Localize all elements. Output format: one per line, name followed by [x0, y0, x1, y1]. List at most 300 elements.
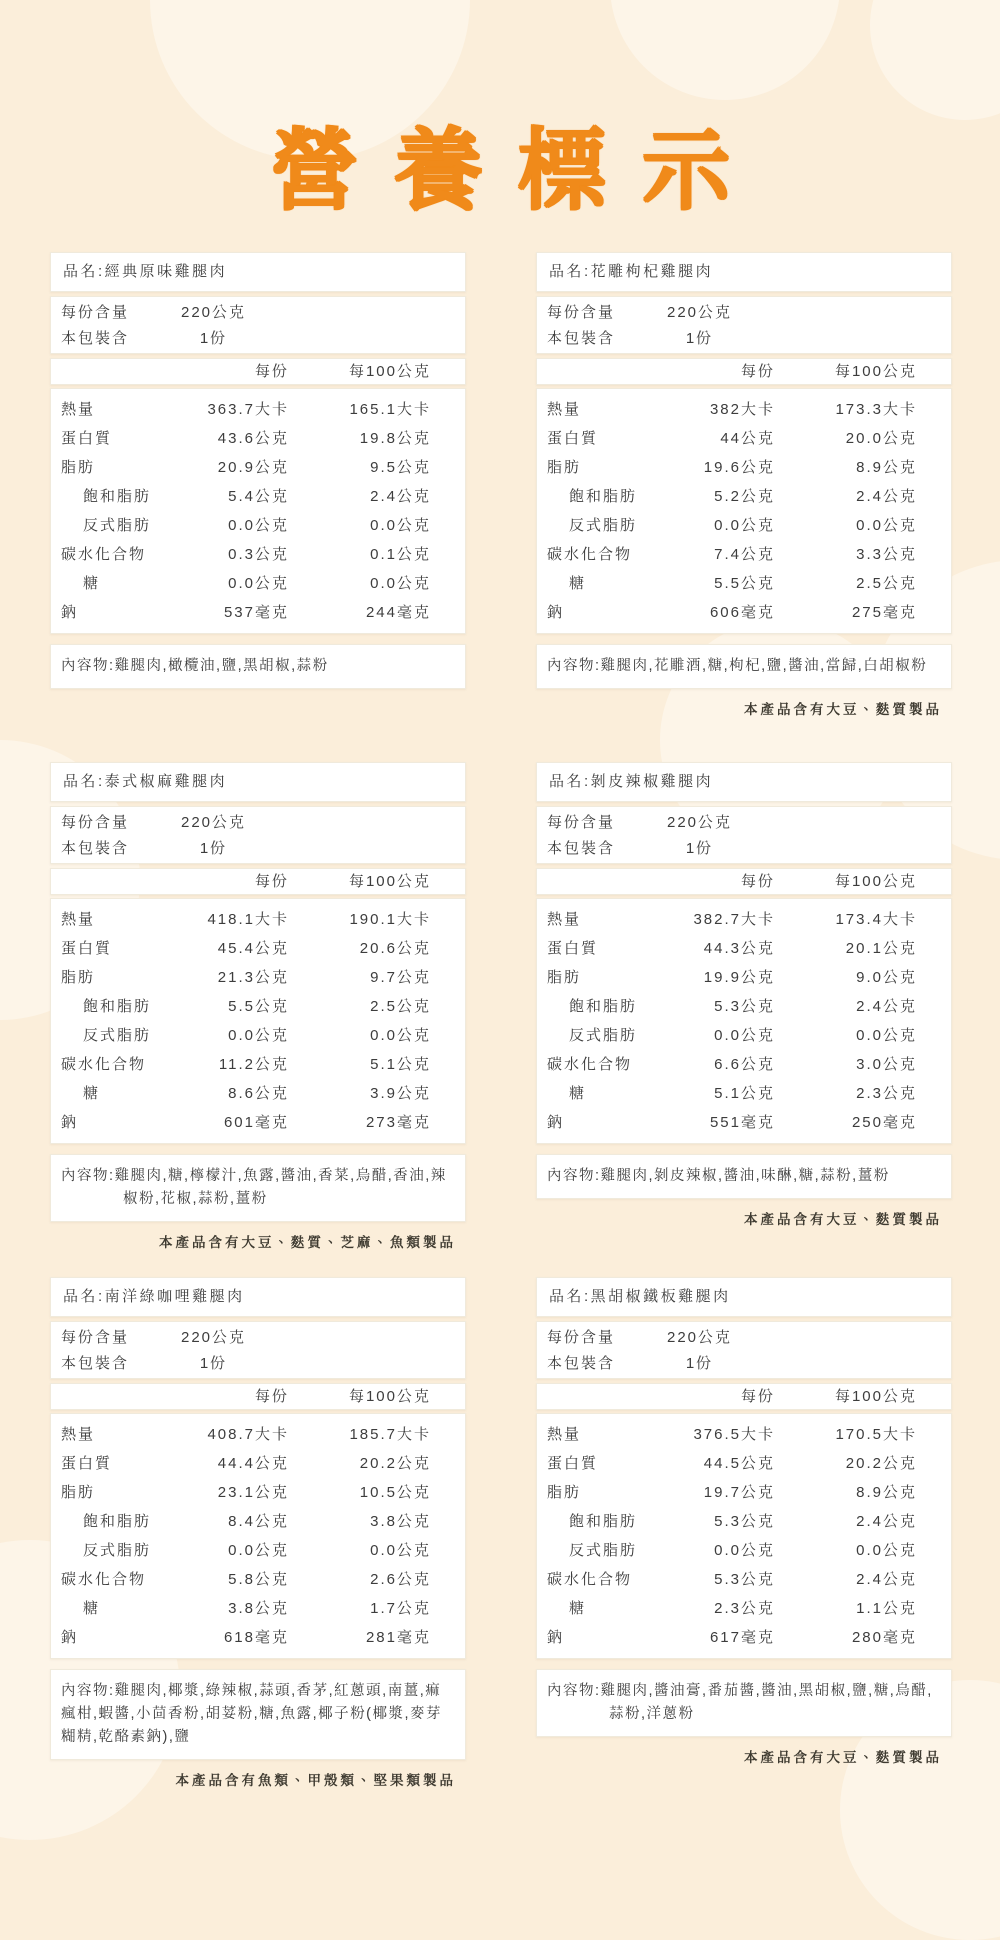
per-serving-value: 617毫克 [709, 1629, 775, 1646]
nutrient-label: 熱量 [547, 1426, 582, 1443]
per-serving-value: 44.4公克 [217, 1455, 289, 1472]
per-100g-value: 185.7大卡 [349, 1426, 431, 1443]
col-header-per-serving: 每份 [254, 1388, 289, 1405]
table-header [536, 358, 952, 385]
nutrient-label: 糖 [569, 575, 587, 592]
per-serving-value: 363.7大卡 [207, 401, 289, 418]
per-100g-value: 9.7公克 [370, 969, 431, 986]
nutrient-row [51, 934, 465, 963]
nutrient-row [537, 453, 951, 482]
nutrient-label: 蛋白質 [547, 430, 599, 447]
per-100g-value: 10.5公克 [359, 1484, 431, 1501]
nutrient-label: 飽和脂肪 [83, 1513, 152, 1530]
per-serving-value: 6.6公克 [714, 1056, 775, 1073]
nutrition-card [536, 252, 952, 718]
per-100g-value: 281毫克 [365, 1629, 431, 1646]
ingredients-prefix: 內容物: [547, 658, 601, 674]
per-100g-value: 3.8公克 [370, 1513, 431, 1530]
per-serving-value: 0.0公克 [228, 575, 289, 592]
nutrient-label: 飽和脂肪 [83, 998, 152, 1015]
serving-info-block [536, 806, 952, 864]
product-name: 南洋綠咖哩雞腿肉 [104, 1288, 245, 1305]
per-serving-value: 382大卡 [709, 401, 775, 418]
table-header [536, 1383, 952, 1410]
per-serving-value: 19.7公克 [703, 1484, 775, 1501]
nutrient-table [50, 1413, 466, 1659]
nutrient-label: 碳水化合物 [61, 1571, 147, 1588]
nutrient-row [51, 1079, 465, 1108]
per-serving-value: 382.7大卡 [693, 911, 775, 928]
col-header-per-serving: 每份 [740, 363, 775, 380]
product-name-prefix: 品名: [549, 773, 591, 790]
col-header-per-serving: 每份 [740, 873, 775, 890]
ingredients-block [50, 1154, 466, 1222]
per-serving-value: 0.3公克 [228, 546, 289, 563]
nutrient-row [537, 1420, 951, 1449]
serving-size-row [537, 300, 951, 326]
nutrient-label: 碳水化合物 [61, 546, 147, 563]
serving-size-value: 220公克 [180, 304, 247, 321]
serving-info-block [536, 296, 952, 354]
per-100g-value: 0.0公克 [370, 1542, 431, 1559]
nutrient-row [51, 963, 465, 992]
per-100g-value: 2.6公克 [370, 1571, 431, 1588]
nutrient-row [537, 1478, 951, 1507]
per-100g-value: 2.4公克 [370, 488, 431, 505]
per-100g-value: 0.0公克 [370, 1027, 431, 1044]
serving-size-value: 220公克 [180, 814, 247, 831]
per-100g-value: 2.4公克 [856, 1571, 917, 1588]
col-header-per-100g: 每100公克 [348, 363, 431, 380]
per-100g-value: 20.1公克 [845, 940, 917, 957]
nutrient-row [51, 1507, 465, 1536]
nutrient-row [537, 1565, 951, 1594]
per-serving-value: 0.0公克 [714, 1027, 775, 1044]
per-100g-value: 8.9公克 [856, 1484, 917, 1501]
nutrient-label: 碳水化合物 [547, 1056, 633, 1073]
servings-per-package-row [51, 326, 465, 352]
allergen-note: 本產品含有大豆、麩質製品 [744, 1750, 942, 1765]
background-circle [610, 0, 840, 100]
per-serving-value: 43.6公克 [217, 430, 289, 447]
serving-size-value: 220公克 [666, 1329, 733, 1346]
nutrient-label: 蛋白質 [61, 1455, 113, 1472]
nutrient-label: 反式脂肪 [83, 1027, 152, 1044]
nutrient-row [51, 1050, 465, 1079]
ingredients-text [61, 655, 455, 678]
per-serving-value: 5.5公克 [714, 575, 775, 592]
ingredients-block [50, 1669, 466, 1760]
nutrient-row [537, 424, 951, 453]
serving-size-row [51, 1325, 465, 1351]
serving-size-label: 每份含量 [61, 304, 130, 321]
nutrient-row [51, 1420, 465, 1449]
serving-info-block [536, 1321, 952, 1379]
serving-size-label: 每份含量 [61, 1329, 130, 1346]
nutrient-row [51, 569, 465, 598]
per-serving-value: 0.0公克 [228, 1027, 289, 1044]
nutrient-row [51, 453, 465, 482]
serving-size-value: 220公克 [666, 814, 733, 831]
nutrient-label: 鈉 [61, 1114, 79, 1131]
table-header [50, 868, 466, 895]
nutrient-label: 脂肪 [547, 459, 582, 476]
nutrient-row [51, 598, 465, 627]
serving-info-block [50, 1321, 466, 1379]
nutrient-row [537, 1050, 951, 1079]
serving-size-row [537, 1325, 951, 1351]
nutrient-row [51, 1021, 465, 1050]
nutrient-table [50, 898, 466, 1144]
per-100g-value: 2.4公克 [856, 1513, 917, 1530]
per-serving-value: 0.0公克 [228, 1542, 289, 1559]
per-serving-value: 537毫克 [223, 604, 289, 621]
per-100g-value: 1.7公克 [370, 1600, 431, 1617]
nutrient-row [51, 1478, 465, 1507]
per-100g-value: 2.5公克 [370, 998, 431, 1015]
nutrient-row [51, 1623, 465, 1652]
ingredients-prefix: 內容物: [61, 1683, 115, 1699]
nutrient-label: 糖 [83, 1085, 101, 1102]
nutrient-label: 脂肪 [61, 969, 96, 986]
nutrient-label: 鈉 [547, 1114, 565, 1131]
product-name-row [50, 1277, 466, 1317]
nutrient-table [536, 1413, 952, 1659]
nutrient-label: 反式脂肪 [569, 1542, 638, 1559]
nutrient-label: 碳水化合物 [61, 1056, 147, 1073]
servings-per-package-value: 1份 [685, 1355, 714, 1372]
ingredients-block [536, 644, 952, 689]
nutrient-row [51, 511, 465, 540]
nutrient-label: 反式脂肪 [569, 1027, 638, 1044]
per-serving-value: 19.9公克 [703, 969, 775, 986]
nutrient-row [51, 1594, 465, 1623]
per-100g-value: 5.1公克 [370, 1056, 431, 1073]
allergen-note: 本產品含有大豆、麩質製品 [744, 702, 942, 717]
servings-per-package-value: 1份 [199, 840, 228, 857]
product-name: 黑胡椒鐵板雞腿肉 [590, 1288, 731, 1305]
per-serving-value: 8.4公克 [228, 1513, 289, 1530]
ingredients-text [547, 655, 941, 678]
per-serving-value: 606毫克 [709, 604, 775, 621]
per-100g-value: 0.1公克 [370, 546, 431, 563]
per-100g-value: 2.3公克 [856, 1085, 917, 1102]
per-100g-value: 20.2公克 [359, 1455, 431, 1472]
per-serving-value: 8.6公克 [228, 1085, 289, 1102]
ingredients-list: 雞腿肉,橄欖油,鹽,黑胡椒,蒜粉 [114, 658, 329, 674]
per-100g-value: 9.5公克 [370, 459, 431, 476]
product-name-row [536, 252, 952, 292]
nutrient-label: 熱量 [61, 1426, 96, 1443]
package-label: 本包裝含 [547, 840, 616, 857]
col-header-per-100g: 每100公克 [834, 873, 917, 890]
nutrient-label: 飽和脂肪 [569, 488, 638, 505]
nutrient-label: 熱量 [61, 911, 96, 928]
per-serving-value: 21.3公克 [217, 969, 289, 986]
product-name-row [536, 1277, 952, 1317]
nutrient-label: 碳水化合物 [547, 546, 633, 563]
ingredients-block [536, 1669, 952, 1737]
nutrient-label: 蛋白質 [61, 430, 113, 447]
nutrient-row [51, 540, 465, 569]
per-100g-value: 165.1大卡 [349, 401, 431, 418]
per-serving-value: 5.3公克 [714, 1571, 775, 1588]
serving-size-row [537, 810, 951, 836]
per-serving-value: 7.4公克 [714, 546, 775, 563]
nutrient-label: 鈉 [61, 1629, 79, 1646]
per-100g-value: 2.5公克 [856, 575, 917, 592]
ingredients-list: 雞腿肉,剝皮辣椒,醬油,味醂,糖,蒜粉,薑粉 [600, 1168, 890, 1184]
per-100g-value: 3.0公克 [856, 1056, 917, 1073]
per-100g-value: 0.0公克 [856, 1542, 917, 1559]
nutrient-row [51, 1449, 465, 1478]
per-serving-value: 44.3公克 [703, 940, 775, 957]
ingredients-list: 雞腿肉,椰漿,綠辣椒,蒜頭,香茅,紅蔥頭,南薑,痲瘋柑,蝦醬,小茴香粉,胡荽粉,糖,魚露,椰子粉(椰漿,麥芽糊精,乾酪素鈉),鹽 [61, 1683, 443, 1745]
per-100g-value: 190.1大卡 [349, 911, 431, 928]
nutrition-card [50, 252, 466, 689]
serving-size-row [51, 810, 465, 836]
nutrient-row [537, 1507, 951, 1536]
nutrient-label: 熱量 [61, 401, 96, 418]
per-serving-value: 601毫克 [223, 1114, 289, 1131]
col-header-per-100g: 每100公克 [834, 363, 917, 380]
nutrient-label: 反式脂肪 [569, 517, 638, 534]
per-serving-value: 5.1公克 [714, 1085, 775, 1102]
per-100g-value: 2.4公克 [856, 998, 917, 1015]
table-header [536, 868, 952, 895]
per-serving-value: 5.5公克 [228, 998, 289, 1015]
nutrient-row [51, 992, 465, 1021]
nutrient-label: 脂肪 [61, 459, 96, 476]
per-serving-value: 11.2公克 [218, 1056, 289, 1073]
servings-per-package-row [51, 836, 465, 862]
product-name-prefix: 品名: [63, 263, 105, 280]
ingredients-text [547, 1165, 941, 1188]
nutrition-card [50, 762, 466, 1251]
col-header-per-100g: 每100公克 [348, 1388, 431, 1405]
nutrient-row [537, 992, 951, 1021]
per-100g-value: 20.2公克 [845, 1455, 917, 1472]
nutrient-label: 糖 [569, 1085, 587, 1102]
per-100g-value: 0.0公克 [856, 517, 917, 534]
ingredients-list: 雞腿肉,花雕酒,糖,枸杞,鹽,醬油,當歸,白胡椒粉 [600, 658, 928, 674]
table-header [50, 358, 466, 385]
per-serving-value: 5.4公克 [228, 488, 289, 505]
per-serving-value: 20.9公克 [217, 459, 289, 476]
nutrient-label: 鈉 [547, 1629, 565, 1646]
nutrition-card [536, 762, 952, 1228]
servings-per-package-row [537, 1351, 951, 1377]
ingredients-text [61, 1165, 455, 1211]
nutrient-row [51, 905, 465, 934]
ingredients-list: 雞腿肉,醬油膏,番茄醬,醬油,黑胡椒,鹽,糖,烏醋,蒜粉,洋蔥粉 [600, 1683, 933, 1722]
ingredients-block [536, 1154, 952, 1199]
per-100g-value: 170.5大卡 [835, 1426, 917, 1443]
servings-per-package-value: 1份 [685, 330, 714, 347]
per-serving-value: 44.5公克 [703, 1455, 775, 1472]
col-header-per-serving: 每份 [740, 1388, 775, 1405]
per-100g-value: 273毫克 [365, 1114, 431, 1131]
nutrient-label: 糖 [83, 1600, 101, 1617]
nutrient-row [537, 1108, 951, 1137]
servings-per-package-row [537, 326, 951, 352]
servings-per-package-value: 1份 [685, 840, 714, 857]
package-label: 本包裝含 [547, 1355, 616, 1372]
product-name-row [536, 762, 952, 802]
servings-per-package-row [537, 836, 951, 862]
per-100g-value: 19.8公克 [359, 430, 431, 447]
nutrient-label: 鈉 [547, 604, 565, 621]
per-serving-value: 3.8公克 [228, 1600, 289, 1617]
nutrient-label: 鈉 [61, 604, 79, 621]
nutrient-label: 糖 [83, 575, 101, 592]
nutrient-row [537, 1449, 951, 1478]
package-label: 本包裝含 [547, 330, 616, 347]
product-name-prefix: 品名: [63, 773, 105, 790]
serving-size-label: 每份含量 [547, 1329, 616, 1346]
per-serving-value: 5.3公克 [714, 1513, 775, 1530]
nutrient-row [51, 424, 465, 453]
ingredients-prefix: 內容物: [547, 1168, 601, 1184]
per-serving-value: 5.2公克 [714, 488, 775, 505]
nutrient-row [537, 934, 951, 963]
serving-info-block [50, 806, 466, 864]
servings-per-package-row [51, 1351, 465, 1377]
product-name: 經典原味雞腿肉 [104, 263, 228, 280]
nutrient-label: 飽和脂肪 [569, 998, 638, 1015]
nutrient-row [537, 1021, 951, 1050]
nutrient-label: 飽和脂肪 [83, 488, 152, 505]
ingredients-list: 雞腿肉,糖,檸檬汁,魚露,醬油,香菜,烏醋,香油,辣椒粉,花椒,蒜粉,薑粉 [114, 1168, 447, 1207]
product-name: 花雕枸杞雞腿肉 [590, 263, 714, 280]
per-100g-value: 3.9公克 [370, 1085, 431, 1102]
table-header [50, 1383, 466, 1410]
per-serving-value: 23.1公克 [217, 1484, 289, 1501]
nutrient-row [51, 395, 465, 424]
nutrient-label: 熱量 [547, 911, 582, 928]
package-label: 本包裝含 [61, 1355, 130, 1372]
nutrient-label: 蛋白質 [547, 940, 599, 957]
nutrient-row [537, 540, 951, 569]
nutrient-label: 糖 [569, 1600, 587, 1617]
package-label: 本包裝含 [61, 330, 130, 347]
allergen-note: 本產品含有大豆、麩質製品 [744, 1212, 942, 1227]
product-name: 剝皮辣椒雞腿肉 [590, 773, 714, 790]
page-title: 營養標示 [269, 120, 766, 220]
nutrition-card [536, 1277, 952, 1766]
package-label: 本包裝含 [61, 840, 130, 857]
nutrient-table [50, 388, 466, 634]
nutrient-label: 脂肪 [547, 969, 582, 986]
ingredients-prefix: 內容物: [547, 1683, 601, 1699]
per-100g-value: 280毫克 [851, 1629, 917, 1646]
per-100g-value: 3.3公克 [856, 546, 917, 563]
nutrient-row [537, 598, 951, 627]
serving-size-label: 每份含量 [547, 814, 616, 831]
ingredients-text [61, 1680, 455, 1749]
nutrient-table [536, 388, 952, 634]
serving-size-row [51, 300, 465, 326]
nutrient-row [51, 1536, 465, 1565]
nutrient-row [537, 569, 951, 598]
product-name-row [50, 252, 466, 292]
product-name-row [50, 762, 466, 802]
serving-size-value: 220公克 [180, 1329, 247, 1346]
per-100g-value: 1.1公克 [856, 1600, 917, 1617]
nutrient-row [537, 963, 951, 992]
nutrient-row [51, 482, 465, 511]
nutrient-row [537, 1536, 951, 1565]
col-header-per-100g: 每100公克 [348, 873, 431, 890]
per-serving-value: 618毫克 [223, 1629, 289, 1646]
per-100g-value: 244毫克 [365, 604, 431, 621]
nutrition-card [50, 1277, 466, 1789]
nutrient-label: 蛋白質 [61, 940, 113, 957]
nutrient-row [537, 395, 951, 424]
serving-size-value: 220公克 [666, 304, 733, 321]
nutrient-row [537, 511, 951, 540]
nutrient-table [536, 898, 952, 1144]
per-serving-value: 45.4公克 [217, 940, 289, 957]
per-serving-value: 408.7大卡 [207, 1426, 289, 1443]
per-100g-value: 2.4公克 [856, 488, 917, 505]
servings-per-package-value: 1份 [199, 1355, 228, 1372]
per-100g-value: 275毫克 [851, 604, 917, 621]
col-header-per-100g: 每100公克 [834, 1388, 917, 1405]
nutrient-label: 反式脂肪 [83, 1542, 152, 1559]
per-serving-value: 2.3公克 [714, 1600, 775, 1617]
nutrient-label: 熱量 [547, 401, 582, 418]
per-100g-value: 173.4大卡 [835, 911, 917, 928]
nutrient-row [537, 905, 951, 934]
per-100g-value: 0.0公克 [370, 517, 431, 534]
per-serving-value: 5.3公克 [714, 998, 775, 1015]
product-name-prefix: 品名: [549, 1288, 591, 1305]
product-name: 泰式椒麻雞腿肉 [104, 773, 228, 790]
allergen-note: 本產品含有魚類、甲殼類、堅果類製品 [175, 1773, 456, 1788]
per-serving-value: 0.0公克 [228, 517, 289, 534]
per-serving-value: 418.1大卡 [207, 911, 289, 928]
serving-size-label: 每份含量 [547, 304, 616, 321]
nutrient-label: 反式脂肪 [83, 517, 152, 534]
ingredients-text [547, 1680, 941, 1726]
per-serving-value: 5.8公克 [228, 1571, 289, 1588]
serving-info-block [50, 296, 466, 354]
per-serving-value: 551毫克 [709, 1114, 775, 1131]
nutrient-label: 脂肪 [547, 1484, 582, 1501]
ingredients-prefix: 內容物: [61, 658, 115, 674]
per-100g-value: 9.0公克 [856, 969, 917, 986]
product-name-prefix: 品名: [63, 1288, 105, 1305]
ingredients-block [50, 644, 466, 689]
nutrient-row [537, 1594, 951, 1623]
product-name-prefix: 品名: [549, 263, 591, 280]
per-100g-value: 8.9公克 [856, 459, 917, 476]
col-header-per-serving: 每份 [254, 363, 289, 380]
nutrient-row [537, 482, 951, 511]
col-header-per-serving: 每份 [254, 873, 289, 890]
nutrient-label: 脂肪 [61, 1484, 96, 1501]
per-serving-value: 376.5大卡 [693, 1426, 775, 1443]
serving-size-label: 每份含量 [61, 814, 130, 831]
per-serving-value: 0.0公克 [714, 1542, 775, 1559]
per-serving-value: 44公克 [720, 430, 775, 447]
allergen-note: 本產品含有大豆、麩質、芝麻、魚類製品 [159, 1235, 456, 1250]
per-serving-value: 19.6公克 [703, 459, 775, 476]
nutrient-row [51, 1108, 465, 1137]
per-100g-value: 20.6公克 [359, 940, 431, 957]
per-100g-value: 0.0公克 [856, 1027, 917, 1044]
